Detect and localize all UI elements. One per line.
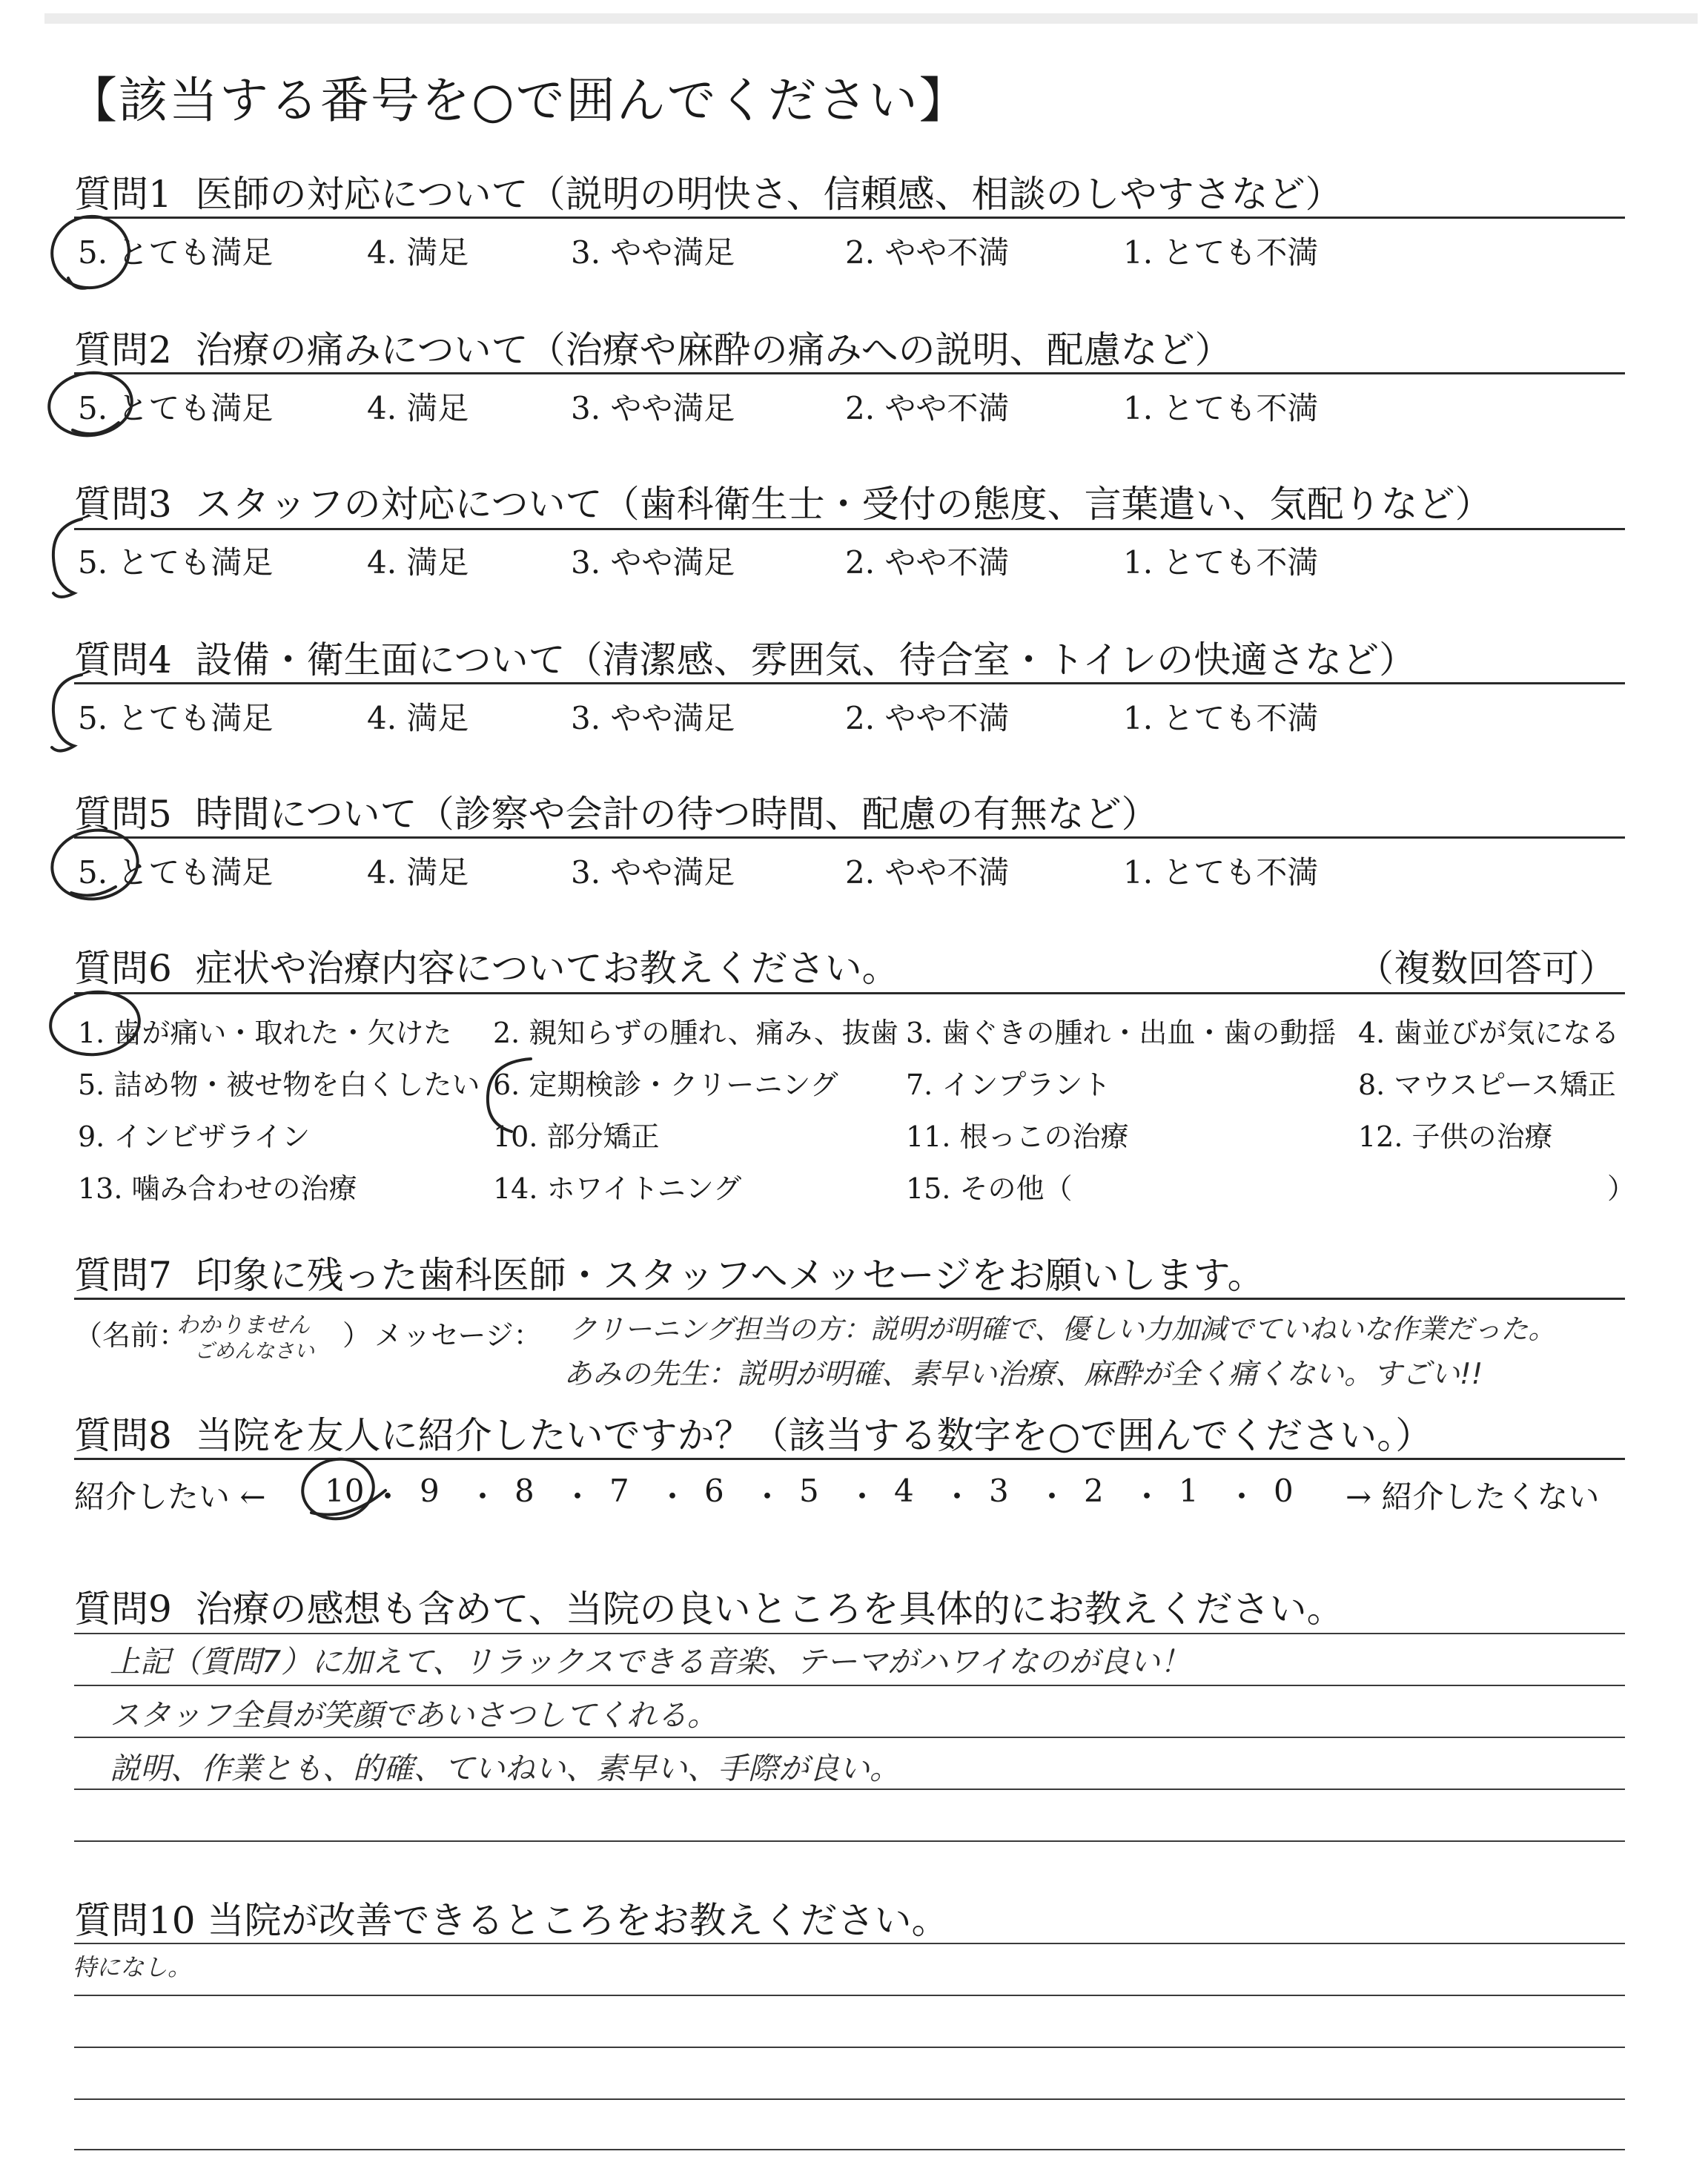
q10-text: 当院が改善できるところをお教えください。: [207, 1899, 949, 1942]
q7-label: 質問7: [74, 1254, 172, 1297]
q5-heading: [74, 785, 1159, 838]
q7-name-value-1[interactable]: わかりません: [176, 1312, 310, 1338]
q1-label: 質問1: [74, 173, 172, 216]
q4-option-1[interactable]: 1. とても不満: [1123, 700, 1319, 736]
q9-text: 治療の感想も含めて、当院の良いところを具体的にお教えください。: [195, 1588, 1344, 1631]
q6-option-3[interactable]: 3. 歯ぐきの腫れ・出血・歯の動揺: [906, 1017, 1337, 1049]
q6-option-12[interactable]: 12. 子供の治療: [1358, 1120, 1553, 1153]
q8-right-label: → 紹介したくない: [1345, 1479, 1600, 1515]
q8-value-9[interactable]: 9: [420, 1473, 440, 1509]
q8-separator-dot: ・: [752, 1479, 784, 1515]
q6-rule: [74, 992, 1625, 994]
q3-option-1[interactable]: 1. とても不満: [1123, 544, 1319, 581]
q5-option-5[interactable]: 5. とても満足: [78, 854, 274, 891]
q7-name-value-2[interactable]: ごめんなさい: [194, 1340, 314, 1363]
q2-text: 治療の痛みについて（治療や麻酔の痛みへの説明、配慮など）: [195, 328, 1232, 371]
q3-option-3[interactable]: 3. やや満足: [571, 544, 735, 581]
q5-option-2[interactable]: 2. やや不満: [845, 854, 1010, 891]
q6-option-2[interactable]: 2. 親知らずの腫れ、痛み、抜歯: [493, 1017, 898, 1049]
q2-label: 質問2: [74, 328, 172, 371]
q4-text: 設備・衛生面について（清潔感、雰囲気、待合室・トイレの快適さなど）: [195, 638, 1417, 681]
q1-rule: [74, 217, 1625, 219]
q3-rule: [74, 528, 1625, 530]
q2-option-1[interactable]: 1. とても不満: [1123, 390, 1319, 426]
q6-option-15[interactable]: 15. その他（: [906, 1172, 1073, 1205]
q6-text: 症状や治療内容についてお教えください。: [195, 947, 899, 990]
q8-value-5[interactable]: 5: [799, 1473, 819, 1509]
q8-value-8[interactable]: 8: [514, 1473, 534, 1509]
q3-option-4[interactable]: 4. 満足: [367, 544, 469, 581]
q9-answer-line-3[interactable]: 説明、作業とも、的確、ていねい、素早い、手際が良い。: [110, 1751, 900, 1786]
q6-option-15-close: ）: [1607, 1172, 1636, 1205]
q7-rule: [74, 1298, 1625, 1300]
q7-message-line-1[interactable]: クリーニング担当の方：説明が明確で、優しい力加減でていねいな作業だった。: [569, 1313, 1556, 1345]
q6-option-10[interactable]: 10. 部分矯正: [493, 1120, 660, 1153]
q8-separator-dot: ・: [1131, 1479, 1163, 1515]
q3-label: 質問3: [74, 483, 172, 526]
q8-separator-dot: ・: [372, 1479, 404, 1515]
q1-option-2[interactable]: 2. やや不満: [845, 234, 1010, 271]
q8-text: 当院を友人に紹介したいですか？（該当する数字を○で囲んでください。）: [195, 1414, 1433, 1457]
q7-heading: [74, 1246, 1265, 1299]
q2-rule: [74, 372, 1625, 374]
q2-heading: [74, 320, 1232, 374]
q1-option-4[interactable]: 4. 満足: [367, 234, 469, 271]
q3-option-5[interactable]: 5. とても満足: [78, 544, 274, 581]
q10-heading: [74, 1891, 949, 1944]
q1-text: 医師の対応について（説明の明快さ、信頼感、相談のしやすさなど）: [195, 173, 1343, 216]
q8-separator-dot: ・: [1226, 1479, 1258, 1515]
q10-line-4: [74, 2098, 1625, 2100]
q9-line-3: [74, 1737, 1625, 1738]
q7-name-close: ）: [342, 1319, 371, 1352]
q8-value-6[interactable]: 6: [704, 1473, 724, 1509]
q10-line-1: [74, 1943, 1625, 1944]
q1-option-1[interactable]: 1. とても不満: [1123, 234, 1319, 271]
q5-label: 質問5: [74, 793, 172, 836]
q4-rule: [74, 682, 1625, 684]
q6-heading: [74, 939, 899, 992]
q10-answer-line-1[interactable]: 特になし。: [73, 1953, 192, 1981]
q6-option-6[interactable]: 6. 定期検診・クリーニング: [493, 1069, 838, 1101]
q6-option-9[interactable]: 9. インビザライン: [78, 1120, 311, 1153]
q6-option-4[interactable]: 4. 歯並びが気になる: [1358, 1017, 1620, 1049]
q8-value-7[interactable]: 7: [609, 1473, 629, 1509]
q7-name-label: （名前：: [74, 1319, 188, 1352]
q9-heading: [74, 1579, 1344, 1633]
q8-value-10[interactable]: 10: [325, 1473, 365, 1509]
q4-answer-circle: [52, 675, 82, 751]
q9-line-1: [74, 1633, 1625, 1634]
q2-option-4[interactable]: 4. 満足: [367, 390, 469, 426]
q4-option-4[interactable]: 4. 満足: [367, 700, 469, 736]
q6-note: （複数回答可）: [1357, 947, 1616, 990]
q8-value-3[interactable]: 3: [989, 1473, 1009, 1509]
q1-option-3[interactable]: 3. やや満足: [571, 234, 735, 271]
q10-line-2: [74, 1995, 1625, 1996]
q4-option-2[interactable]: 2. やや不満: [845, 700, 1010, 736]
q9-answer-line-1[interactable]: 上記（質問7）に加えて、リラックスできる音楽、テーマがハワイなのが良い！: [110, 1644, 1191, 1680]
q8-left-label: 紹介したい ←: [74, 1479, 266, 1515]
q10-line-3: [74, 2047, 1625, 2048]
scan-top-edge: [44, 13, 1698, 24]
q8-label: 質問8: [74, 1414, 172, 1457]
q4-heading: [74, 630, 1416, 684]
q9-line-2: [74, 1685, 1625, 1686]
q4-option-3[interactable]: 3. やや満足: [571, 700, 735, 736]
q7-message-line-2[interactable]: あみの先生：説明が明確、素早い治療、麻酔が全く痛くない。すごい!!: [563, 1358, 1483, 1391]
q1-option-5[interactable]: 5. とても満足: [78, 234, 274, 271]
q8-separator-dot: ・: [467, 1479, 499, 1515]
q7-message-label: メッセージ：: [374, 1319, 542, 1352]
q3-option-2[interactable]: 2. やや不満: [845, 544, 1010, 581]
q4-option-5[interactable]: 5. とても満足: [78, 700, 274, 736]
q7-text: 印象に残った歯科医師・スタッフへメッセージをお願いします。: [195, 1254, 1265, 1297]
q6-option-8[interactable]: 8. マウスピース矯正: [1358, 1069, 1616, 1101]
q6-option-5[interactable]: 5. 詰め物・被せ物を白くしたい: [78, 1069, 480, 1101]
q6-option-7[interactable]: 7. インプラント: [906, 1069, 1111, 1101]
q9-answer-line-2[interactable]: スタッフ全員が笑顔であいさつしてくれる。: [110, 1697, 718, 1733]
q8-rule: [74, 1458, 1625, 1460]
q1-heading: [74, 165, 1343, 218]
q8-heading: [74, 1406, 1432, 1459]
q10-label: 質問10: [74, 1899, 196, 1942]
q8-value-1[interactable]: 1: [1179, 1473, 1199, 1509]
q2-option-2[interactable]: 2. やや不満: [845, 390, 1010, 426]
q3-heading: [74, 475, 1492, 528]
q6-option-1[interactable]: 1. 歯が痛い・取れた・欠けた: [78, 1017, 452, 1049]
q6-option-11[interactable]: 11. 根っこの治療: [906, 1120, 1129, 1153]
q8-separator-dot: ・: [941, 1479, 973, 1515]
q8-value-2[interactable]: 2: [1084, 1473, 1104, 1509]
q8-separator-dot: ・: [657, 1479, 689, 1515]
q3-text: スタッフの対応について（歯科衛生士・受付の態度、言葉遣い、気配りなど）: [195, 483, 1492, 526]
q5-text: 時間について（診察や会計の待つ時間、配慮の有無など）: [195, 793, 1159, 836]
q2-option-3[interactable]: 3. やや満足: [571, 390, 735, 426]
q8-value-4[interactable]: 4: [894, 1473, 914, 1509]
q9-label: 質問9: [74, 1588, 172, 1631]
q9-line-4: [74, 1789, 1625, 1790]
q8-separator-dot: ・: [847, 1479, 878, 1515]
q4-label: 質問4: [74, 638, 172, 681]
q6-label: 質問6: [74, 947, 172, 990]
q5-rule: [74, 836, 1625, 839]
q10-line-5: [74, 2149, 1625, 2150]
q9-line-5: [74, 1840, 1625, 1842]
q8-separator-dot: ・: [562, 1479, 594, 1515]
q5-option-1[interactable]: 1. とても不満: [1123, 854, 1319, 891]
q2-option-5[interactable]: 5. とても満足: [78, 390, 274, 426]
q5-option-3[interactable]: 3. やや満足: [571, 854, 735, 891]
q8-separator-dot: ・: [1036, 1479, 1068, 1515]
q6-option-13[interactable]: 13. 噛み合わせの治療: [78, 1172, 357, 1205]
q5-option-4[interactable]: 4. 満足: [367, 854, 469, 891]
q6-option-14[interactable]: 14. ホワイトニング: [493, 1172, 742, 1205]
page-title: 【該当する番号を○で囲んでください】: [68, 72, 970, 129]
q8-value-0[interactable]: 0: [1274, 1473, 1294, 1509]
